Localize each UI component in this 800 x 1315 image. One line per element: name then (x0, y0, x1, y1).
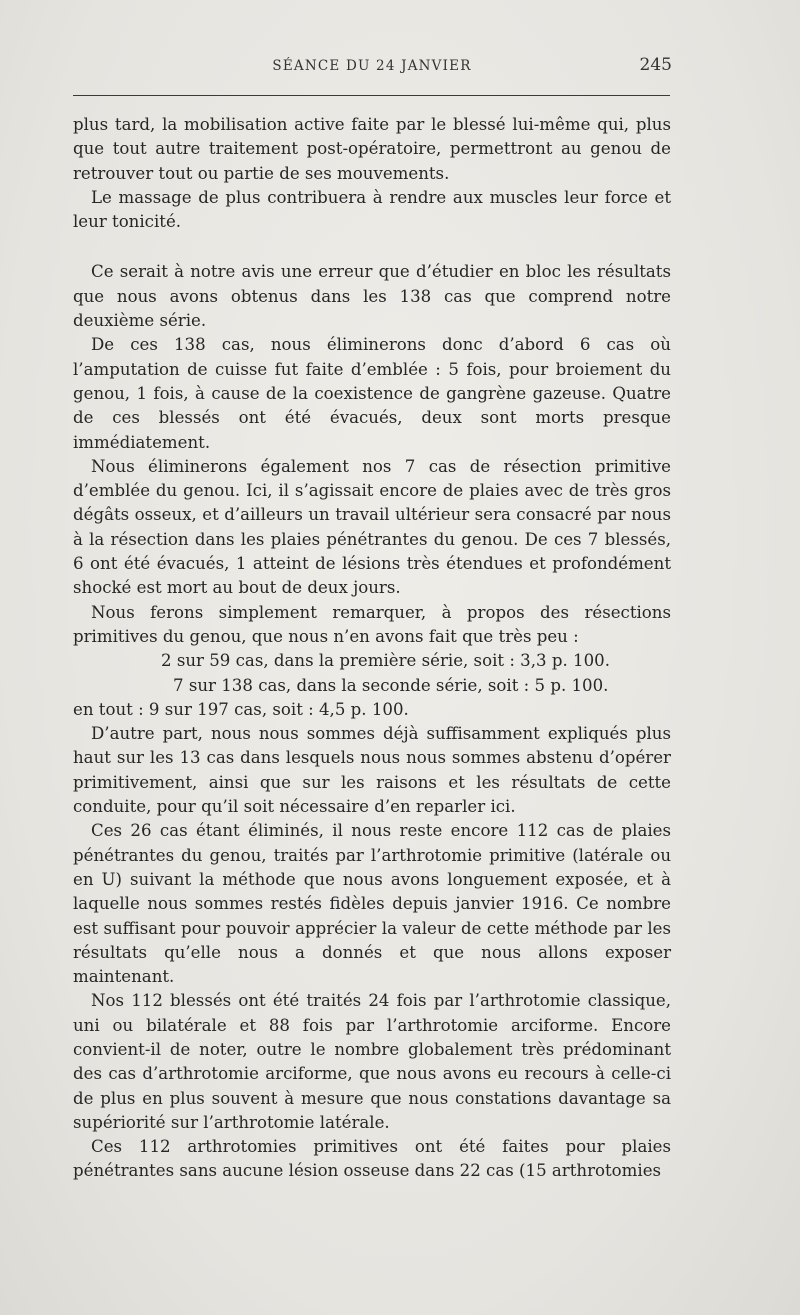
statistic-line-total: en tout : 9 sur 197 cas, soit : 4,5 p. 100. (73, 699, 409, 719)
paragraph-3: Ce serait à notre avis une erreur que d’étudier en bloc les résultats que nous avons obtenus dans les 138 cas que comprend notre deuxième série. (73, 262, 671, 331)
statistic-line-1: 2 sur 59 cas, dans la première série, soit : 3,3 p. 100. (161, 651, 610, 671)
paragraph-9: Nos 112 blessés ont été traités 24 fois par l’arthrotomie classique, uni ou bilatérale et 88 fois par l’arthrotomie arciforme. Encore convient-il de noter, outre le nombre globalement très prédominant des cas d’arthrotomie arciforme, que nous avons eu recours à celle-ci de plus en plus souvent à mesure que nous constations davantage sa supériorité sur l’arthrotomie latérale. (73, 991, 671, 1132)
paragraph-6: Nous ferons simplement remarquer, à propos des résections primitives du genou, que nous n’en avons fait que très peu : (73, 602, 671, 646)
paragraph-1: plus tard, la mobilisation active faite par le blessé lui-même qui, plus que tout autre traitement post-opératoire, permettront au genou de retrouver tout ou partie de ses mouvements. (73, 115, 671, 183)
paragraph-2: Le massage de plus contribuera à rendre aux muscles leur force et leur tonicité. (73, 187, 671, 232)
paragraph-gap (73, 234, 671, 260)
header-title: SÉANCE DU 24 JANVIER (272, 58, 472, 74)
paragraph-8: Ces 26 cas étant éliminés, il nous reste encore 112 cas de plaies pénétrantes du genou, traités par l’arthrotomie primitive (latérale ou en U) suivant la méthode que nous avons longuement exposée, et à laquelle nous sommes restés fidèles depuis janvier 1916. Ce nombre est suffisant pour pouvoir apprécier la valeur de cette méthode par les résultats qu’elle nous a donnés et que nous allons exposer maintenant. (73, 821, 671, 987)
header-rule (73, 95, 670, 96)
paragraph-10: Ces 112 arthrotomies primitives ont été faites pour plaies pénétrantes sans aucune lésion osseuse dans 22 cas (15 arthrotomies (73, 1137, 671, 1181)
page-body (73, 113, 671, 1184)
page-number: 245 (639, 55, 672, 75)
paragraph-4: De ces 138 cas, nous éliminerons donc d’abord 6 cas où l’amputation de cuisse fut faite d’emblée : 5 fois, pour broiement du genou, 1 fois, à cause de la coexistence de gangrène gazeuse. Quatre de ces blessés ont été évacués, deux sont morts presque immédiatement. (73, 335, 671, 452)
paragraph-5: Nous éliminerons également nos 7 cas de résection primitive d’emblée du genou. Ici, il s’agissait encore de plaies avec de très gros dégâts osseux, et d’ailleurs un travail ultérieur sera consacré par nous à la résection dans les plaies pénétrantes du genou. De ces 7 blessés, 6 ont été évacués, 1 atteint de lésions très étendues et profondément shocké est mort au bout de deux jours. (73, 456, 671, 598)
statistic-line-2: 7 sur 138 cas, dans la seconde série, soit : 5 p. 100. (173, 675, 609, 695)
running-header (72, 52, 672, 80)
paragraph-7: D’autre part, nous nous sommes déjà suffisamment expliqués plus haut sur les 13 cas dans lesquels nous nous sommes abstenu d’opérer primitivement, ainsi que sur les raisons et les résultats de cette conduite, pour qu’il soit nécessaire d’en reparler ici. (73, 724, 671, 817)
